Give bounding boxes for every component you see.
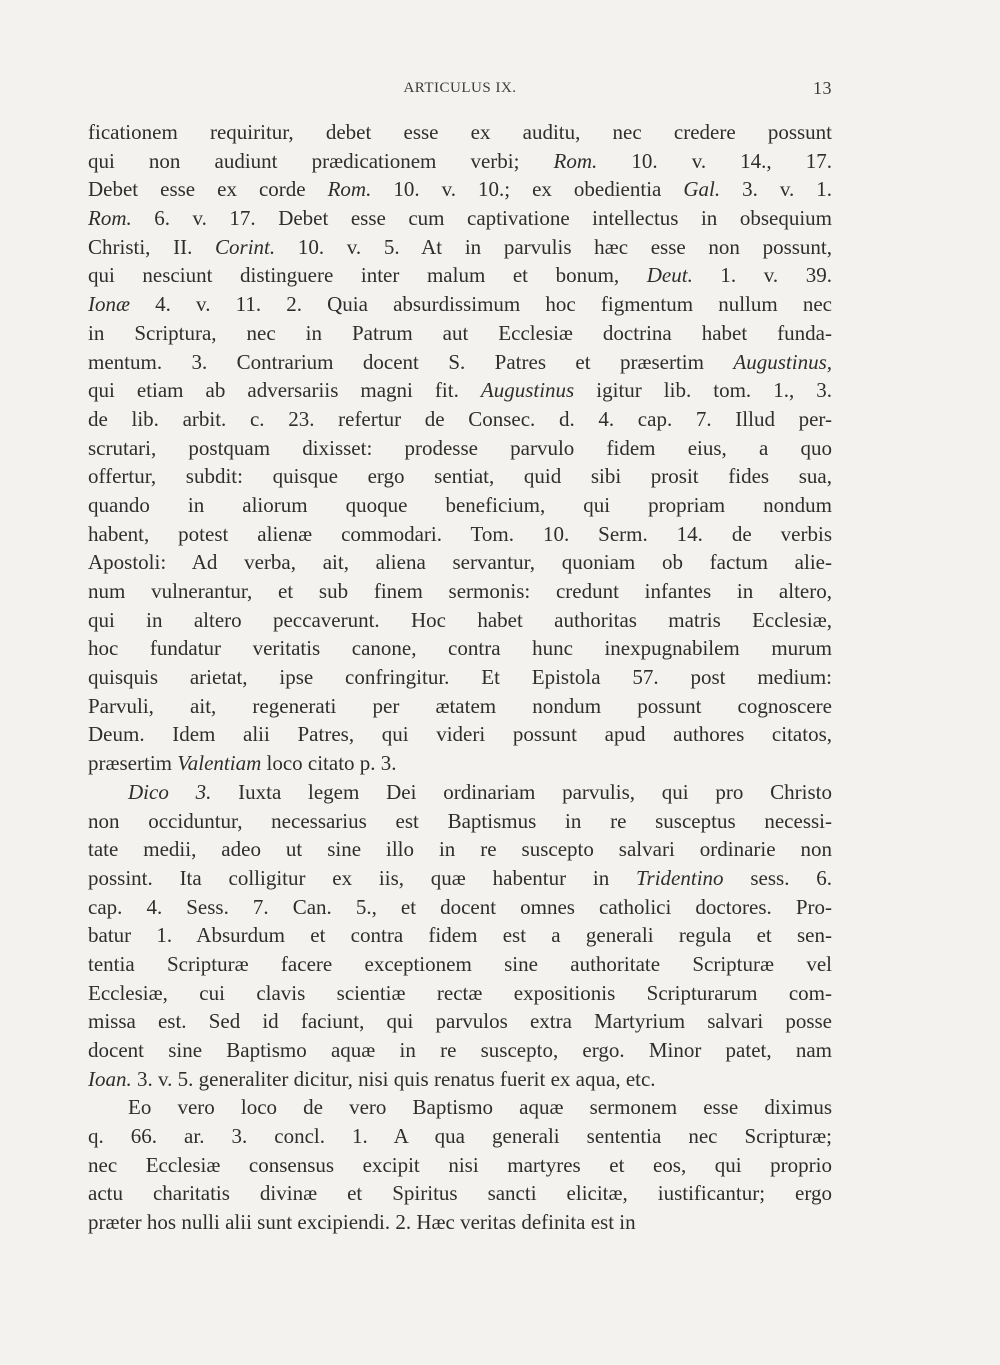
text-segment: cap. 4. Sess. 7. Can. 5., et docent omnes catholici doctores. Pro- bbox=[88, 894, 832, 919]
italic-text: Tridentino bbox=[636, 865, 724, 890]
text-segment: tate medii, adeo ut sine illo in re suscepto salvari ordinarie non bbox=[88, 837, 832, 862]
text-line bbox=[88, 893, 832, 922]
text-line bbox=[88, 1065, 832, 1094]
text-segment: non occiduntur, necessarius est Baptismus in re susceptus necessi- bbox=[88, 808, 832, 833]
text-line bbox=[88, 634, 832, 663]
text-line bbox=[88, 548, 832, 577]
italic-text: Deut. bbox=[646, 263, 693, 288]
text-line bbox=[88, 1122, 832, 1151]
text-segment: Deum. Idem alii Patres, qui videri possunt apud authores citatos, bbox=[88, 722, 832, 747]
text-segment: qui etiam ab adversariis magni fit. bbox=[88, 378, 481, 403]
italic-text: Rom. bbox=[553, 148, 598, 173]
text-line bbox=[88, 204, 832, 233]
text-line bbox=[88, 577, 832, 606]
italic-text: Valentiam bbox=[177, 751, 262, 776]
text-line bbox=[88, 921, 832, 950]
text-segment: qui in altero peccaverunt. Hoc habet authoritas matris Ecclesiæ, bbox=[88, 607, 832, 632]
paragraph bbox=[88, 778, 832, 1094]
body-text bbox=[88, 118, 832, 1237]
text-segment: Iuxta legem Dei ordinariam parvulis, qui pro Christo bbox=[211, 779, 832, 804]
text-segment: qui nesciunt distinguere inter malum et bonum, bbox=[88, 263, 647, 288]
text-line bbox=[88, 319, 832, 348]
text-line bbox=[88, 979, 832, 1008]
text-segment: ficationem requiritur, debet esse ex auditu, nec credere possunt bbox=[88, 120, 832, 144]
text-segment: 4. v. 11. 2. Quia absurdissimum hoc figmentum nullum nec bbox=[130, 292, 832, 317]
italic-text: Ionæ bbox=[88, 292, 130, 317]
text-line bbox=[88, 692, 832, 721]
text-segment: 6. v. 17. Debet esse cum captivatione intellectus in obsequium bbox=[131, 206, 832, 231]
text-segment: Apostoli: Ad verba, ait, aliena servantur, quoniam ob factum alie- bbox=[88, 550, 832, 575]
paragraph bbox=[88, 1093, 832, 1236]
text-segment: docent sine Baptismo aquæ in re suscepto, ergo. Minor patet, nam bbox=[88, 1038, 832, 1062]
text-segment: Eo vero loco de vero Baptismo aquæ sermonem esse diximus bbox=[128, 1095, 832, 1120]
page-header bbox=[88, 80, 832, 104]
text-segment: 3. v. 5. generaliter dicitur, nisi quis renatus fuerit ex aqua, etc. bbox=[131, 1066, 656, 1091]
italic-text: Rom. bbox=[327, 177, 372, 202]
text-line bbox=[88, 376, 832, 405]
text-segment: 10. v. 5. At in parvulis hæc esse non possunt, bbox=[275, 234, 832, 259]
text-segment: Parvuli, ait, regenerati per ætatem nondum possunt cognoscere bbox=[88, 693, 832, 718]
text-line bbox=[88, 1179, 832, 1208]
text-line bbox=[88, 606, 832, 635]
text-line bbox=[88, 1093, 832, 1122]
text-line bbox=[88, 290, 832, 319]
text-segment: præsertim bbox=[88, 751, 178, 776]
text-segment: habent, potest alienæ commodari. Tom. 10. Serm. 14. de verbis bbox=[88, 521, 832, 546]
text-segment: batur 1. Absurdum et contra fidem est a generali regula et sen- bbox=[88, 923, 832, 948]
text-segment: 1. v. 39. bbox=[692, 263, 832, 288]
text-segment: de lib. arbit. c. 23. refertur de Consec. d. 4. cap. 7. Illud per- bbox=[88, 406, 832, 431]
text-line bbox=[88, 233, 832, 262]
italic-text: Ioan. bbox=[88, 1066, 132, 1091]
text-segment: loco citato p. 3. bbox=[261, 751, 397, 776]
text-segment: præter hos nulli alii sunt excipiendi. 2. Hæc veritas definita est in bbox=[88, 1210, 636, 1235]
italic-text: Augustinus, bbox=[733, 349, 832, 374]
text-segment: nec Ecclesiæ consensus excipit nisi martyres et eos, qui proprio bbox=[88, 1152, 832, 1177]
text-segment: missa est. Sed id faciunt, qui parvulos extra Martyrium salvari posse bbox=[88, 1009, 832, 1034]
text-line bbox=[88, 175, 832, 204]
text-segment: possint. Ita colligitur ex iis, quæ habentur in bbox=[88, 865, 637, 890]
text-line bbox=[88, 663, 832, 692]
paragraph bbox=[88, 118, 832, 778]
page-number: 13 bbox=[813, 78, 832, 98]
text-segment: Ecclesiæ, cui clavis scientiæ rectæ expositionis Scripturarum com- bbox=[88, 980, 832, 1005]
italic-text: Rom. bbox=[88, 206, 132, 231]
text-line bbox=[88, 1151, 832, 1180]
text-line bbox=[88, 749, 832, 778]
text-segment: Christi, II. bbox=[88, 234, 216, 259]
text-segment: in Scriptura, nec in Patrum aut Ecclesiæ doctrina habet funda- bbox=[88, 320, 832, 345]
text-line bbox=[88, 835, 832, 864]
text-line bbox=[88, 1036, 832, 1065]
text-segment: Debet esse ex corde bbox=[88, 177, 328, 202]
running-title: ARTICULUS IX. bbox=[403, 80, 517, 96]
text-line bbox=[88, 491, 832, 520]
text-segment: num vulnerantur, et sub finem sermonis: credunt infantes in altero, bbox=[88, 579, 832, 603]
text-segment: mentum. 3. Contrarium docent S. Patres et præsertim bbox=[88, 349, 734, 374]
text-line bbox=[88, 950, 832, 979]
italic-text: Dico 3. bbox=[128, 779, 212, 804]
text-line bbox=[88, 261, 832, 290]
italic-text: Gal. bbox=[683, 177, 721, 202]
text-line bbox=[88, 720, 832, 749]
text-line bbox=[88, 520, 832, 549]
text-line bbox=[88, 807, 832, 836]
text-line bbox=[88, 348, 832, 377]
text-line bbox=[88, 405, 832, 434]
text-line bbox=[88, 1007, 832, 1036]
italic-text: Augustinus bbox=[480, 378, 575, 403]
text-segment: sess. 6. bbox=[723, 865, 832, 890]
text-segment: actu charitatis divinæ et Spiritus sancti elicitæ, iustificantur; ergo bbox=[88, 1181, 832, 1206]
text-line bbox=[88, 778, 832, 807]
text-segment: quisquis arietat, ipse confringitur. Et Epistola 57. post medium: bbox=[88, 665, 832, 690]
text-segment: igitur lib. tom. 1., 3. bbox=[574, 378, 832, 403]
text-line bbox=[88, 1208, 832, 1237]
text-line bbox=[88, 147, 832, 176]
text-segment: 10. v. 14., 17. bbox=[597, 148, 832, 173]
text-segment: 3. v. 1. bbox=[720, 177, 832, 202]
text-segment: tentia Scripturæ facere exceptionem sine authoritate Scripturæ vel bbox=[88, 951, 832, 976]
text-segment: q. 66. ar. 3. concl. 1. A qua generali sententia nec Scripturæ; bbox=[88, 1124, 832, 1149]
text-segment: qui non audiunt prædicationem verbi; bbox=[88, 148, 554, 173]
text-line bbox=[88, 434, 832, 463]
text-segment: quando in aliorum quoque beneficium, qui propriam nondum bbox=[88, 492, 832, 517]
text-segment: 10. v. 10.; ex obedientia bbox=[371, 177, 684, 202]
text-segment: scrutari, postquam dixisset: prodesse parvulo fidem eius, a quo bbox=[88, 435, 832, 460]
italic-text: Corint. bbox=[215, 234, 276, 259]
text-line bbox=[88, 864, 832, 893]
text-segment: hoc fundatur veritatis canone, contra hunc inexpugnabilem murum bbox=[88, 636, 832, 661]
text-line bbox=[88, 462, 832, 491]
text-segment: offertur, subdit: quisque ergo sentiat, quid sibi prosit fides sua, bbox=[88, 464, 832, 489]
text-line bbox=[88, 118, 832, 147]
